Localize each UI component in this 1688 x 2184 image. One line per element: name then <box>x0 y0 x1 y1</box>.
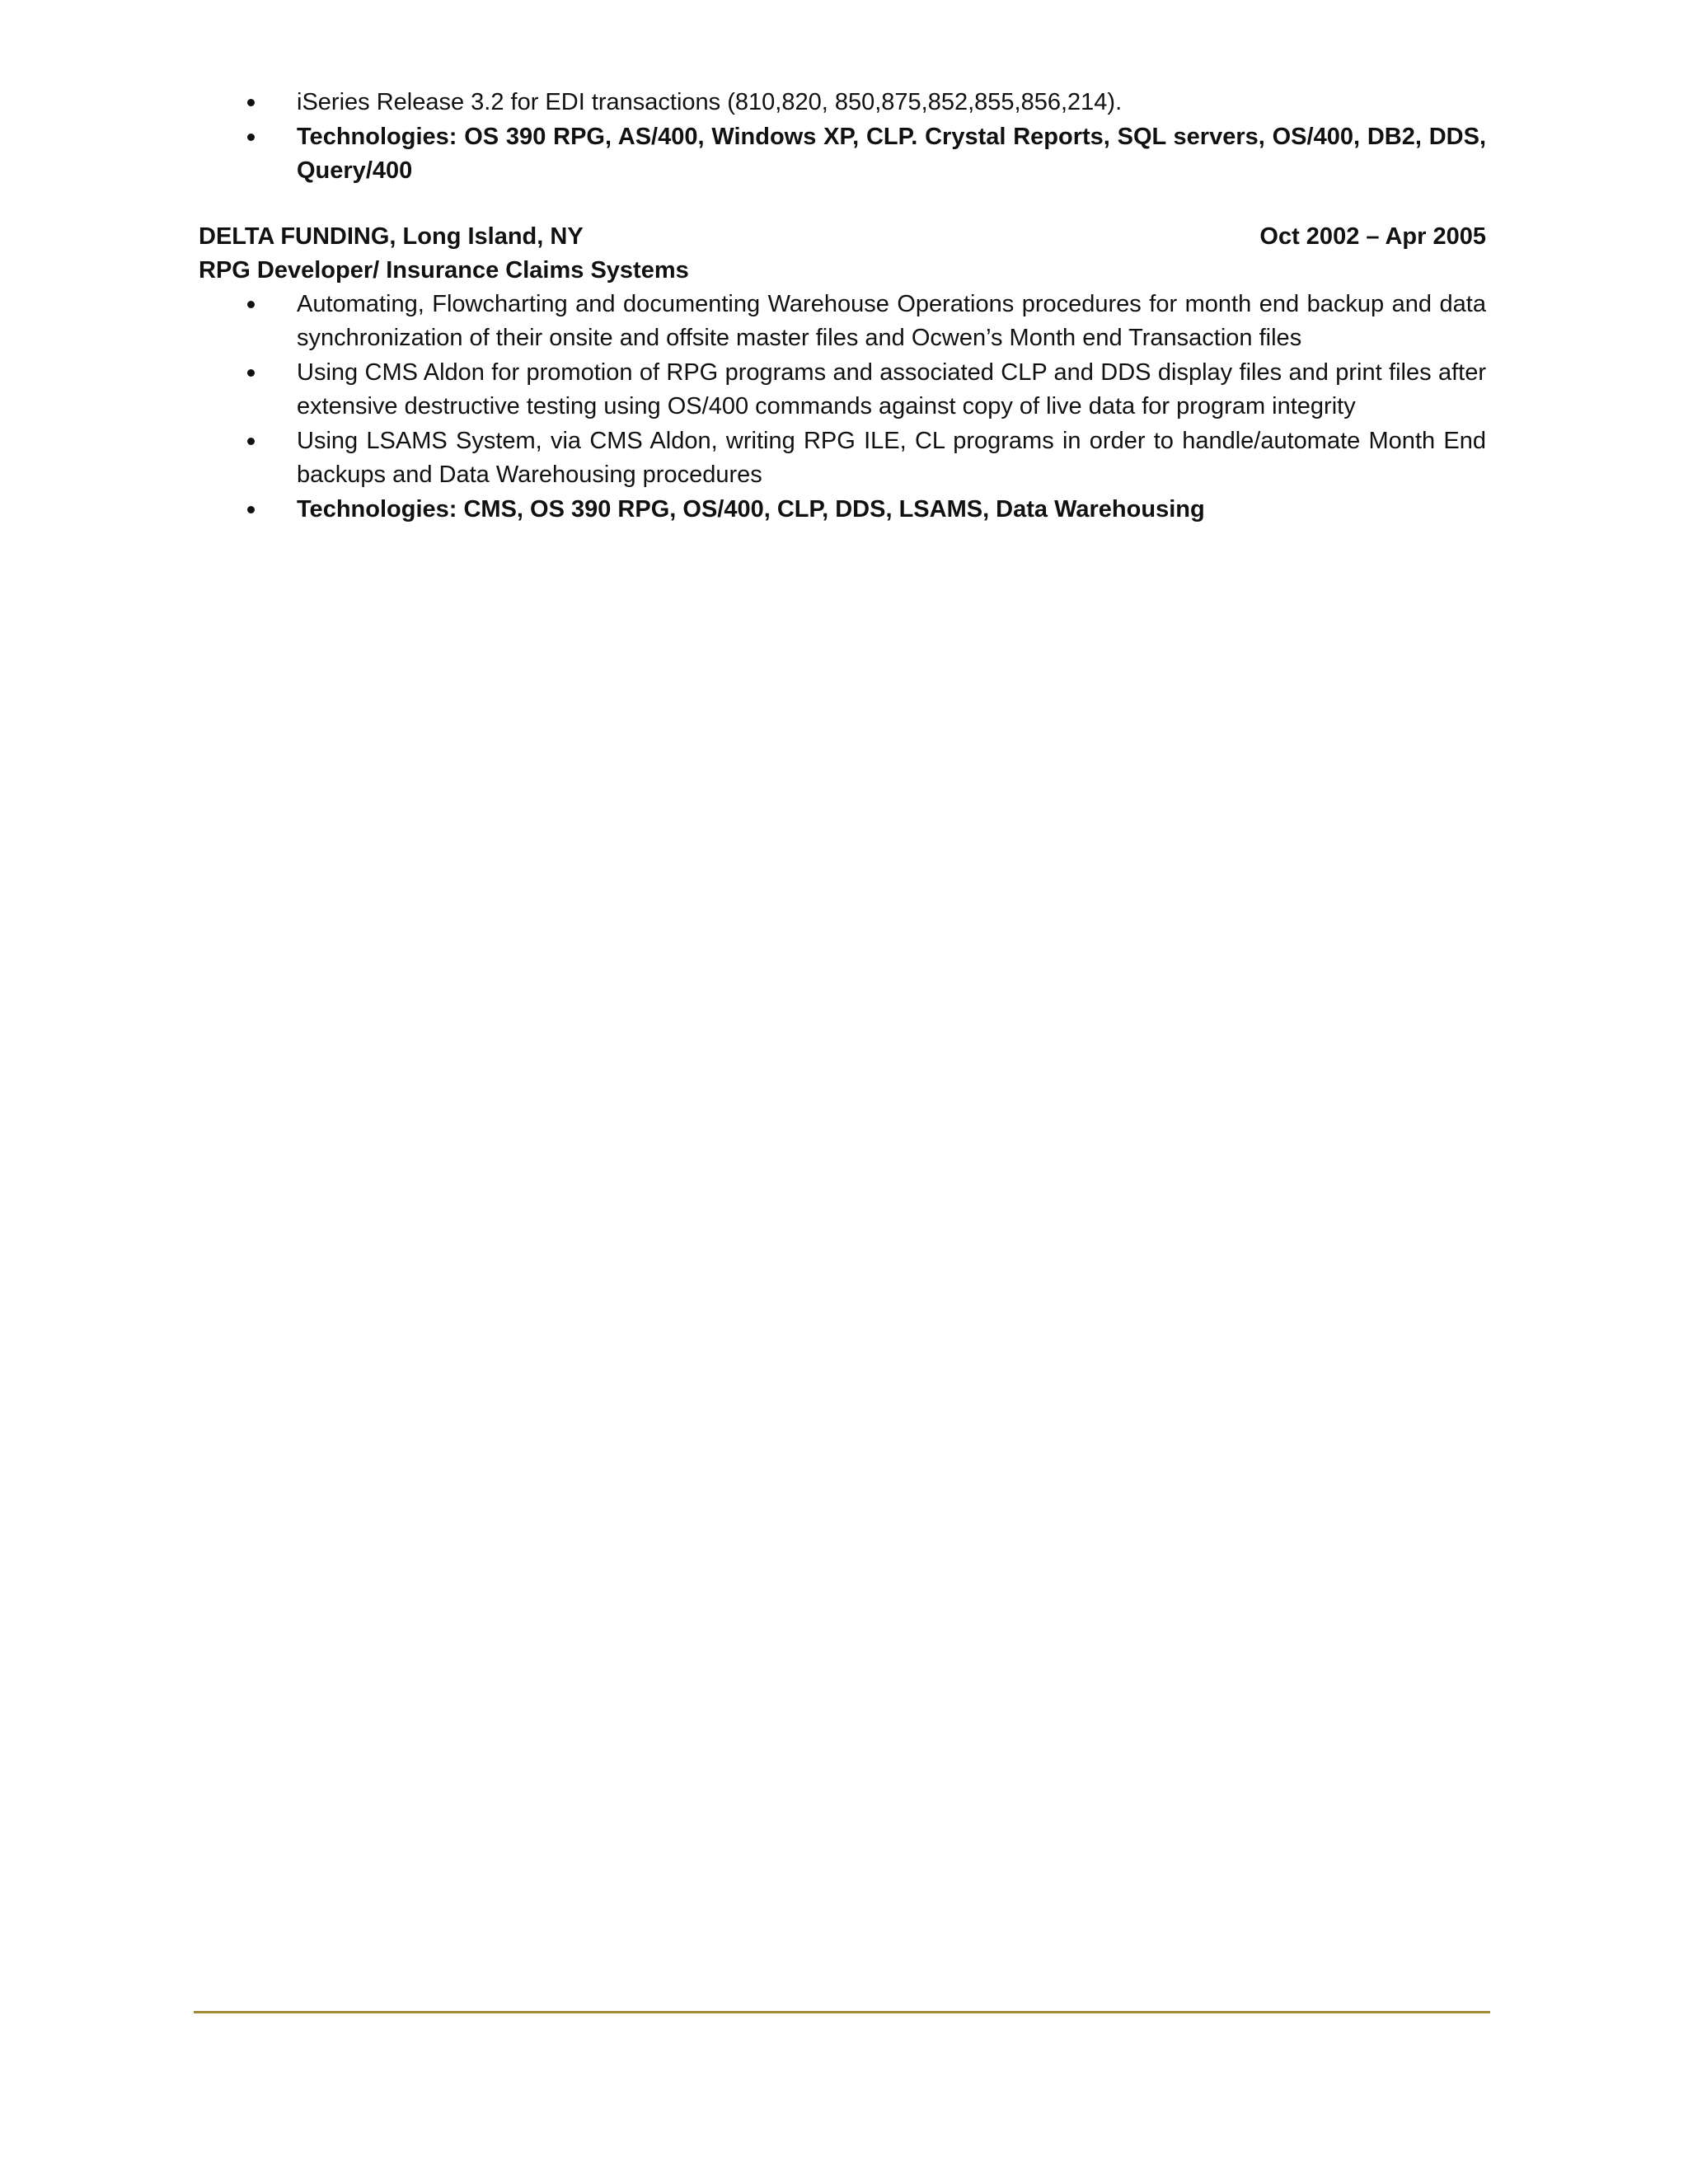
bullet-text: Technologies: OS 390 RPG, AS/400, Windows XP, CLP. Crystal Reports, SQL servers, OS/400, DB2, DDS, Query/400 <box>297 124 1486 184</box>
footer-divider <box>194 2011 1490 2013</box>
bullet-text: Using CMS Aldon for promotion of RPG programs and associated CLP and DDS display files and print files after extensive destructive testing using OS/400 commands against copy of live data for program integrity <box>297 359 1486 419</box>
bullet-text: iSeries Release 3.2 for EDI transactions (810,820, 850,875,852,855,856,214). <box>297 89 1123 115</box>
bullet-item <box>297 86 1486 120</box>
company-name: DELTA FUNDING, Long Island, NY <box>199 223 584 250</box>
bullet-icon <box>247 99 255 106</box>
bullet-text: Using LSAMS System, via CMS Aldon, writing RPG ILE, CL programs in order to handle/automate Month End backups and Data Warehousing procedures <box>297 428 1486 488</box>
bullet-icon <box>247 301 255 308</box>
bullet-item <box>297 356 1486 424</box>
bullet-item-technologies <box>297 120 1486 188</box>
job-bullet-list <box>199 288 1486 527</box>
bullet-text: Automating, Flowcharting and documenting Warehouse Operations procedures for month end backup and data synchronization of their onsite and offsite master files and Ocwen’s Month end Transaction files <box>297 291 1486 351</box>
page-content <box>199 86 1486 527</box>
previous-job-bullet-list <box>199 86 1486 188</box>
job-header <box>199 220 1486 254</box>
bullet-icon <box>247 369 255 377</box>
bullet-text: Technologies: CMS, OS 390 RPG, OS/400, CLP, DDS, LSAMS, Data Warehousing <box>297 496 1205 523</box>
employment-dates: Oct 2002 – Apr 2005 <box>1259 223 1486 250</box>
bullet-icon <box>247 438 255 445</box>
bullet-item <box>297 424 1486 492</box>
bullet-item <box>297 288 1486 355</box>
bullet-icon <box>247 506 255 513</box>
bullet-icon <box>247 134 255 141</box>
bullet-item-technologies <box>297 493 1486 527</box>
job-title: RPG Developer/ Insurance Claims Systems <box>199 257 689 284</box>
